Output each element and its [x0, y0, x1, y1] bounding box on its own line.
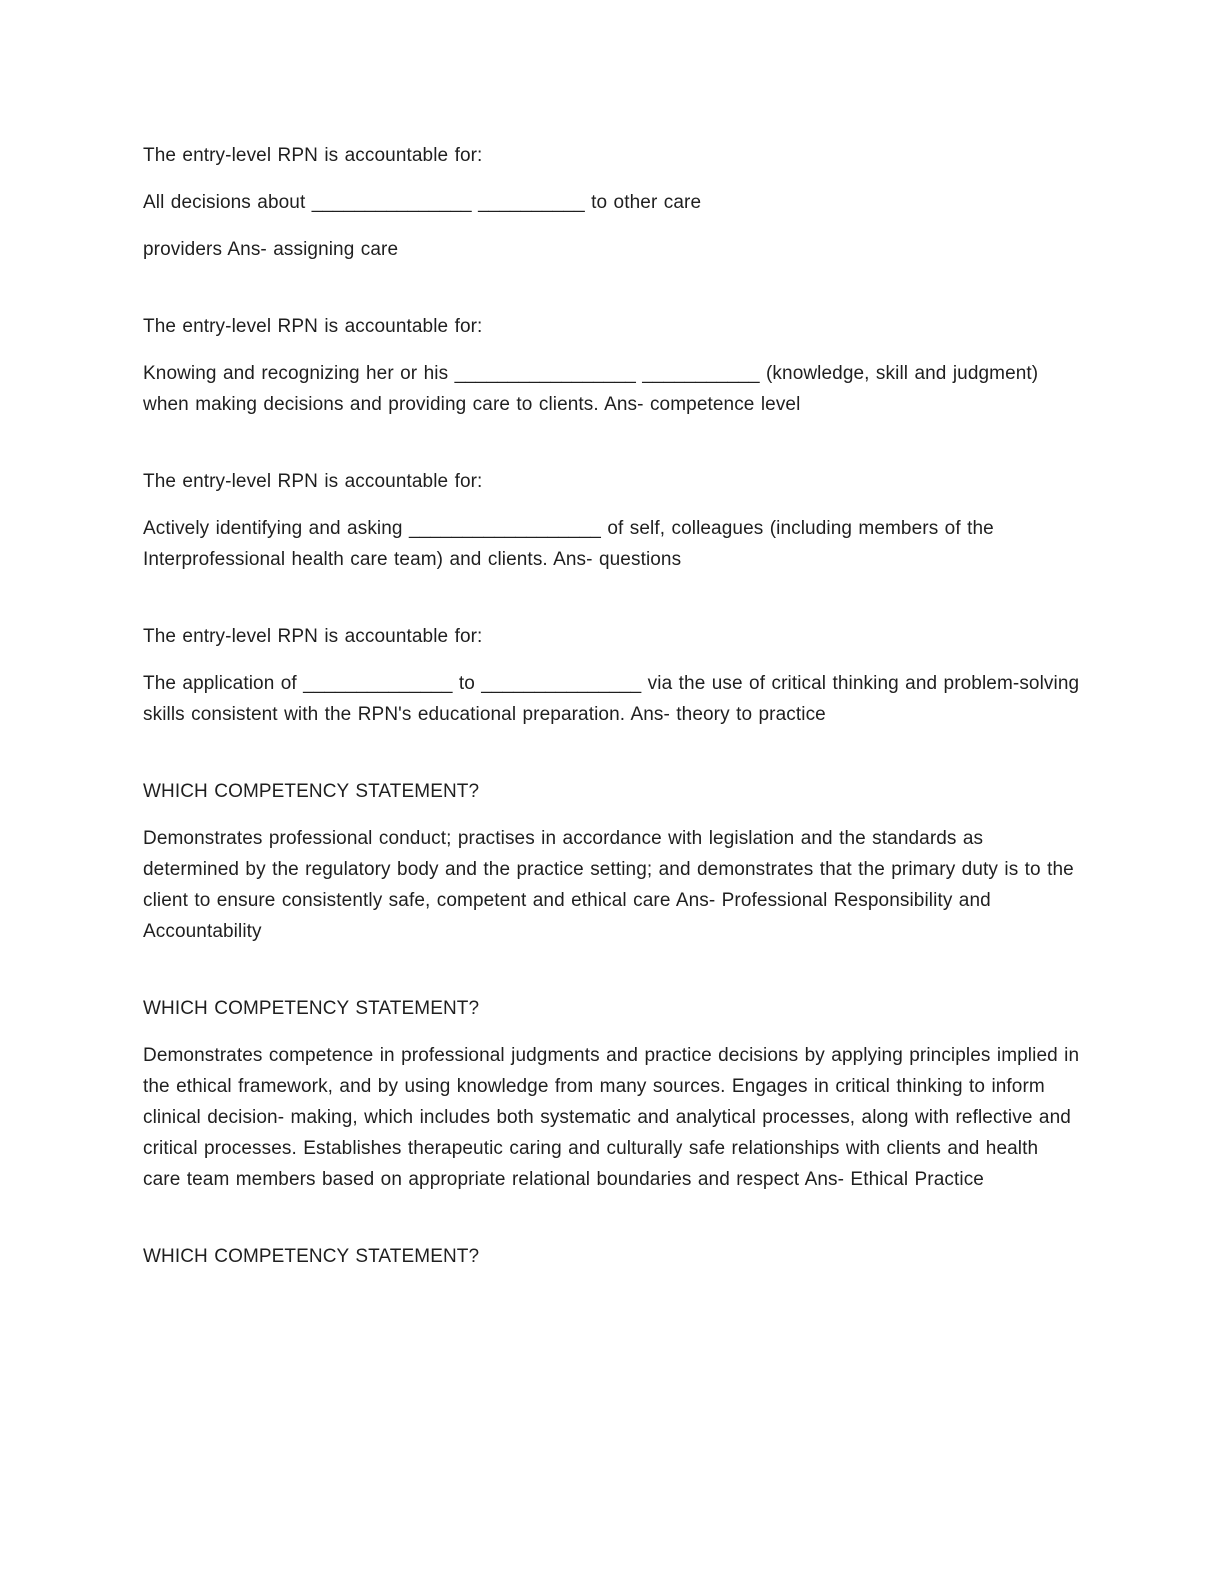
- qa-block: [143, 776, 1080, 947]
- qa-block: [143, 311, 1080, 420]
- qa-body: Demonstrates competence in professional judgments and practice decisions by applying principles implied in the ethical framework, and by using knowledge from many sources. Engages in critical thinking to inform clinical decision- making, which includes both systematic and analytical processes, along with reflective and critical processes. Establishes therapeutic caring and culturally safe relationships with clients and health care team members based on appropriate relational boundaries and respect Ans- Ethical Practice: [143, 1045, 1080, 1190]
- qa-prompt: The entry-level RPN is accountable for:: [143, 316, 483, 337]
- qa-block: [143, 993, 1080, 1195]
- qa-block: [143, 140, 1080, 265]
- qa-heading: WHICH COMPETENCY STATEMENT?: [143, 781, 480, 802]
- qa-prompt: The entry-level RPN is accountable for:: [143, 471, 483, 492]
- qa-prompt: The entry-level RPN is accountable for:: [143, 626, 483, 647]
- qa-block: [143, 1241, 1080, 1272]
- qa-block: [143, 466, 1080, 575]
- qa-heading: WHICH COMPETENCY STATEMENT?: [143, 1246, 480, 1267]
- qa-body: All decisions about _______________ __________ to other care: [143, 192, 702, 213]
- qa-body: The application of ______________ to _______________ via the use of critical thinking and problem-solving skills consistent with the RPN's educational preparation. Ans- theory to practice: [143, 673, 1080, 725]
- qa-body: Actively identifying and asking __________________ of self, colleagues (including members of the Interprofessional health care team) and clients. Ans- questions: [143, 518, 994, 570]
- qa-block: [143, 621, 1080, 730]
- qa-body: Knowing and recognizing her or his _________________ ___________ (knowledge, skill and judgment) when making decisions and providing care to clients. Ans- competence level: [143, 363, 1039, 415]
- qa-prompt: The entry-level RPN is accountable for:: [143, 145, 483, 166]
- qa-heading: WHICH COMPETENCY STATEMENT?: [143, 998, 480, 1019]
- qa-answer: providers Ans- assigning care: [143, 239, 399, 260]
- qa-body: Demonstrates professional conduct; practises in accordance with legislation and the standards as determined by the regulatory body and the practice setting; and demonstrates that the primary duty is to the client to ensure consistently safe, competent and ethical care Ans- Professional Responsibility and Accountability: [143, 828, 1074, 942]
